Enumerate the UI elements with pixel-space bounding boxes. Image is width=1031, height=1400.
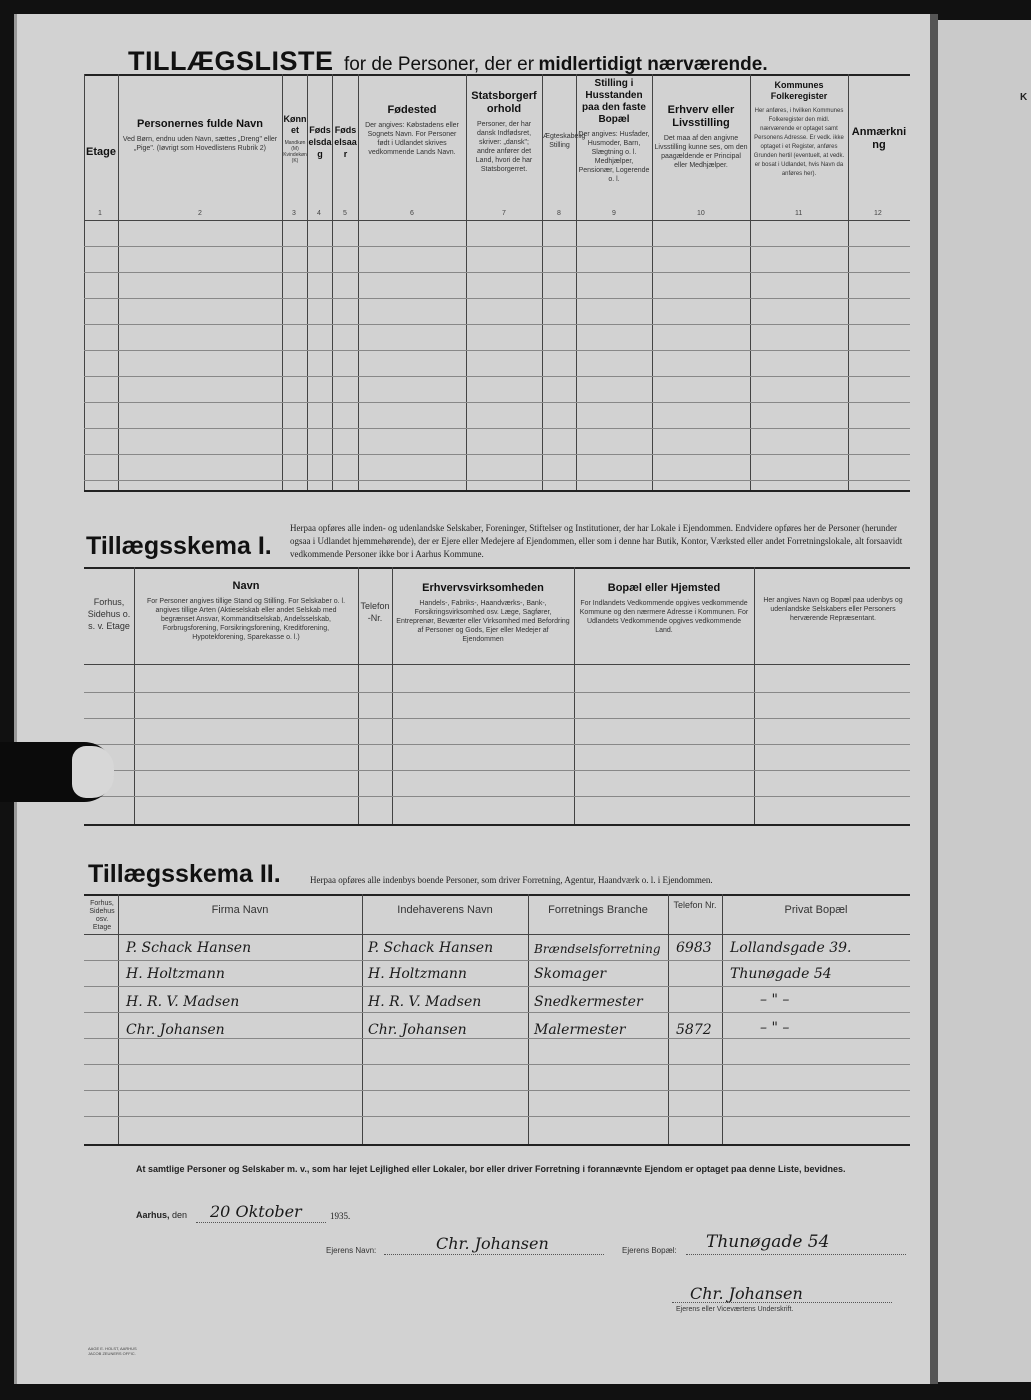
city-label: Aarhus, — [136, 1210, 170, 1220]
main-title — [128, 46, 768, 77]
skema2-col-divider — [118, 894, 119, 1144]
ruled-line — [84, 718, 910, 719]
row-bopael: Thunøgade 54 — [730, 966, 832, 982]
main-title-rest-b: midlertidigt nærværende. — [538, 54, 768, 75]
skema1-top-rule — [84, 567, 910, 569]
date-line — [136, 1210, 187, 1220]
row-indehaver: P. Schack Hansen — [368, 940, 494, 956]
row-bopael: – " – — [760, 1020, 790, 1036]
skema2-header-branche: Forretnings Branche — [548, 904, 648, 916]
main-title-big: TILLÆGSLISTE — [128, 46, 334, 76]
skema2-col-divider — [528, 894, 529, 1144]
book-gutter — [930, 14, 938, 1384]
signature-handwritten: Chr. Johansen — [690, 1284, 803, 1303]
date-dotted-line — [196, 1222, 326, 1223]
signature-label: Ejerens eller Viceværtens Underskrift. — [676, 1306, 794, 1313]
list-header-stilling: Stilling i Husstanden paa den faste Bopæl Der angives: Husfader, Husmoder, Barn, Slægtning o. l. Medhjælper, Pensionær, Logerende o. l. — [578, 78, 650, 183]
ruled-line — [84, 1012, 910, 1013]
list-header-foedselsaar: Fødselsaar — [334, 125, 357, 159]
skema1-col-divider — [392, 567, 393, 824]
skema2-header-indehaver: Indehaverens Navn — [397, 904, 493, 916]
row-bopael: Lollandsgade 39. — [730, 940, 852, 956]
ruled-line — [84, 480, 910, 481]
list-bottom-rule — [84, 490, 910, 492]
list-header-statsborger: Statsborgerforhold Personer, der har dansk Indfødsret, skriver: „dansk"; andre anfører det Land, hvori de har Statsborgerret. — [471, 90, 537, 173]
row-telefon: 5872 — [676, 1022, 712, 1038]
adjacent-page — [938, 20, 1031, 1382]
skema1-header-erhverv: Erhvervsvirksomheden Handels-, Fabriks-, Haandværks-, Bank-, Forsikringsvirksomhed osv. Læge, Sagfører, Entreprenør, Beværter eller Virksomhed med Befordring af Personer og Gods, Ejer eller Medejer af Ejendommen — [396, 582, 570, 643]
row-firma: H. Holtzmann — [126, 966, 225, 982]
ruled-line — [84, 692, 910, 693]
skema2-col-divider — [722, 894, 723, 1144]
ruled-line — [84, 454, 910, 455]
owner-address-line — [686, 1254, 906, 1255]
row-firma: H. R. V. Madsen — [126, 994, 240, 1010]
skema2-header-firma: Firma Navn — [211, 904, 269, 916]
ruled-line — [84, 402, 910, 403]
row-telefon: 6983 — [676, 940, 712, 956]
list-colnum: 7 — [502, 210, 506, 217]
ruled-line — [84, 1064, 910, 1065]
skema2-header-etage: Forhus, Sidehus osv. Etage — [89, 900, 115, 931]
printer-imprint: AAGE E. HOLST, AARHUS JACOB ZEUNERS OFFIC. — [88, 1346, 137, 1356]
skema1-col-divider — [358, 567, 359, 824]
ruled-line — [84, 1038, 910, 1039]
list-header-etage: Etage — [86, 146, 116, 158]
ruled-line — [84, 350, 910, 351]
date-handwritten: 20 Oktober — [210, 1202, 302, 1221]
owner-name-handwritten: Chr. Johansen — [436, 1234, 549, 1253]
owner-address-label: Ejerens Bopæl: — [622, 1246, 677, 1255]
list-colnum: 12 — [874, 210, 882, 217]
skema1-header-etage: Forhus, Sidehus o. s. v. Etage — [87, 597, 131, 631]
list-colnum: 3 — [292, 210, 296, 217]
list-header-erhverv: Erhverv eller Livsstilling Det maa af den angivne Livsstilling kunne ses, om den paagældende er Principal eller Medhjælper. — [654, 104, 748, 169]
list-header-koen: Kønnet Mandkøn (M) Kvindekøn (K) — [283, 114, 307, 164]
skema1-intro: Herpaa opføres alle inden- og udenlandske Selskaber, Foreninger, Stiftelser og Institutioner, der har Lokale i Ejendommen. Endvidere opføres her de Personer (herunder ogsaa i Udlandet hjemmehørende), der er Ejere eller Medejere af Ejendommen, eller som i denne har Butik, Kontor, Værksted eller andet Forretningslokale, alt forsaavidt vedkommende Personer ikke bor i Aarhus Kommune. — [290, 523, 903, 559]
ruled-line — [84, 298, 910, 299]
skema2-bottom-rule — [84, 1144, 910, 1146]
list-header-folkeregister: Kommunes Folkeregister Her anføres, i hvilken Kommunes Folkeregister den midl. nærværende er optaget samt Personens Adresse. Er vedk. ikke optaget i et Register, anføres Grunden hertil (eventuelt, at vedk. er bosat i Udlandet, hvis Navn da anføres her). — [753, 80, 845, 177]
ruled-line — [84, 986, 910, 987]
ruled-line — [84, 324, 910, 325]
thumbnail-shape — [72, 746, 114, 798]
list-header-navn: Personernes fulde Navn Ved Børn, endnu uden Navn, sættes „Dreng" eller „Pige". (Iøvrigt som Hovedlistens Rubrik 2) — [122, 118, 278, 152]
ruled-line — [84, 428, 910, 429]
ruled-line — [84, 744, 910, 745]
ruled-line — [84, 1090, 910, 1091]
list-header-foedested: Fødested Der angives: Købstadens eller Sognets Navn. For Personer født i Udlandet skrives vedkommende Lands Navn. — [365, 104, 459, 156]
ruled-line — [84, 770, 910, 771]
row-firma: P. Schack Hansen — [126, 940, 252, 956]
ruled-line — [84, 1116, 910, 1117]
skema2-col-divider — [362, 894, 363, 1144]
row-branche: Snedkermester — [534, 994, 643, 1010]
list-top-rule — [84, 74, 910, 76]
list-colnum: 9 — [612, 210, 616, 217]
skema2-header-telefon: Telefon Nr. — [673, 900, 717, 910]
ruled-line — [84, 272, 910, 273]
list-header-aegteskab: Ægteskabelig Stilling — [543, 133, 586, 149]
row-branche: Skomager — [534, 966, 607, 982]
ruled-line — [84, 796, 910, 797]
list-colnum: 4 — [317, 210, 321, 217]
list-header-rule — [84, 220, 910, 221]
skema1-bottom-rule — [84, 824, 910, 826]
list-colnum: 6 — [410, 210, 414, 217]
owner-address-handwritten: Thunøgade 54 — [706, 1232, 830, 1252]
list-colnum: 10 — [697, 210, 705, 217]
attestation-statement: At samtlige Personer og Selskaber m. v., som har lejet Lejlighed eller Lokaler, bor eller driver Forretning i forannævnte Ejendom er optaget paa denne Liste, bevidnes. — [136, 1164, 846, 1174]
skema1-header-rule — [84, 664, 910, 665]
list-colnum: 2 — [198, 210, 202, 217]
row-indehaver: H. Holtzmann — [368, 966, 467, 982]
skema2-top-rule — [84, 894, 910, 896]
skema1-header-bopael: Bopæl eller Hjemsted For Indlandets Vedkommende opgives vedkommende Kommune og den nærmere Adresse i Kommunen. For Udlandets Vedkommende opgives vedkommende Land. — [579, 582, 749, 634]
list-colnum: 1 — [98, 210, 102, 217]
year-label: 1935. — [330, 1211, 351, 1221]
skema1-title: Tillægsskema I. — [86, 532, 272, 560]
main-title-rest-a: for de Personer, der er — [343, 54, 535, 75]
list-colnum: 11 — [795, 210, 803, 217]
skema2-title: Tillægsskema II. — [88, 860, 281, 888]
skema2-col-divider — [668, 894, 669, 1144]
skema1-col-divider — [754, 567, 755, 824]
skema1-header-navn: Navn For Personer angives tillige Stand og Stilling. For Selskaber o. l. angives tillige Arten (Aktieselskab eller andet Selskab med begrænset Ansvar, Kommanditselskab, Andelsselskab, Forbrugsforening, Forsikringsforening, Kreditforening, Hypotekforening, Sparekasse o. l.) — [146, 580, 346, 641]
skema2-header-rule — [84, 934, 910, 935]
list-header-foedselsdag: Fødselsdag — [308, 125, 332, 159]
ruled-line — [84, 246, 910, 247]
skema1-header-telefon: Telefon-Nr. — [360, 601, 390, 623]
row-indehaver: Chr. Johansen — [368, 1022, 467, 1038]
row-indehaver: H. R. V. Madsen — [368, 994, 482, 1010]
row-branche: Malermester — [534, 1022, 626, 1038]
skema1-col-divider — [574, 567, 575, 824]
owner-name-label: Ejerens Navn: — [326, 1246, 377, 1255]
list-colnum: 8 — [557, 210, 561, 217]
list-colnum: 5 — [343, 210, 347, 217]
row-firma: Chr. Johansen — [126, 1022, 225, 1038]
den-label: den — [172, 1210, 188, 1220]
skema1-header-repraesentant: Her angives Navn og Bopæl paa udenbys og udenlandske Selskabers eller Personers herværende Repræsentant. — [763, 597, 903, 622]
skema2-header-bopael: Privat Bopæl — [784, 904, 848, 916]
list-header-anmaerkning: Anmærkning — [851, 126, 907, 151]
row-branche: Brændselsforretning — [534, 942, 661, 956]
skema1-col-divider — [134, 567, 135, 824]
row-bopael: – " – — [760, 992, 790, 1008]
ruled-line — [84, 376, 910, 377]
owner-name-line — [384, 1254, 604, 1255]
adjacent-page-mark: K — [1020, 92, 1028, 103]
skema2-intro: Herpaa opføres alle indenbys boende Personer, som driver Forretning, Agentur, Haandværk o. l. i Ejendommen. — [310, 875, 713, 885]
ruled-line — [84, 960, 910, 961]
